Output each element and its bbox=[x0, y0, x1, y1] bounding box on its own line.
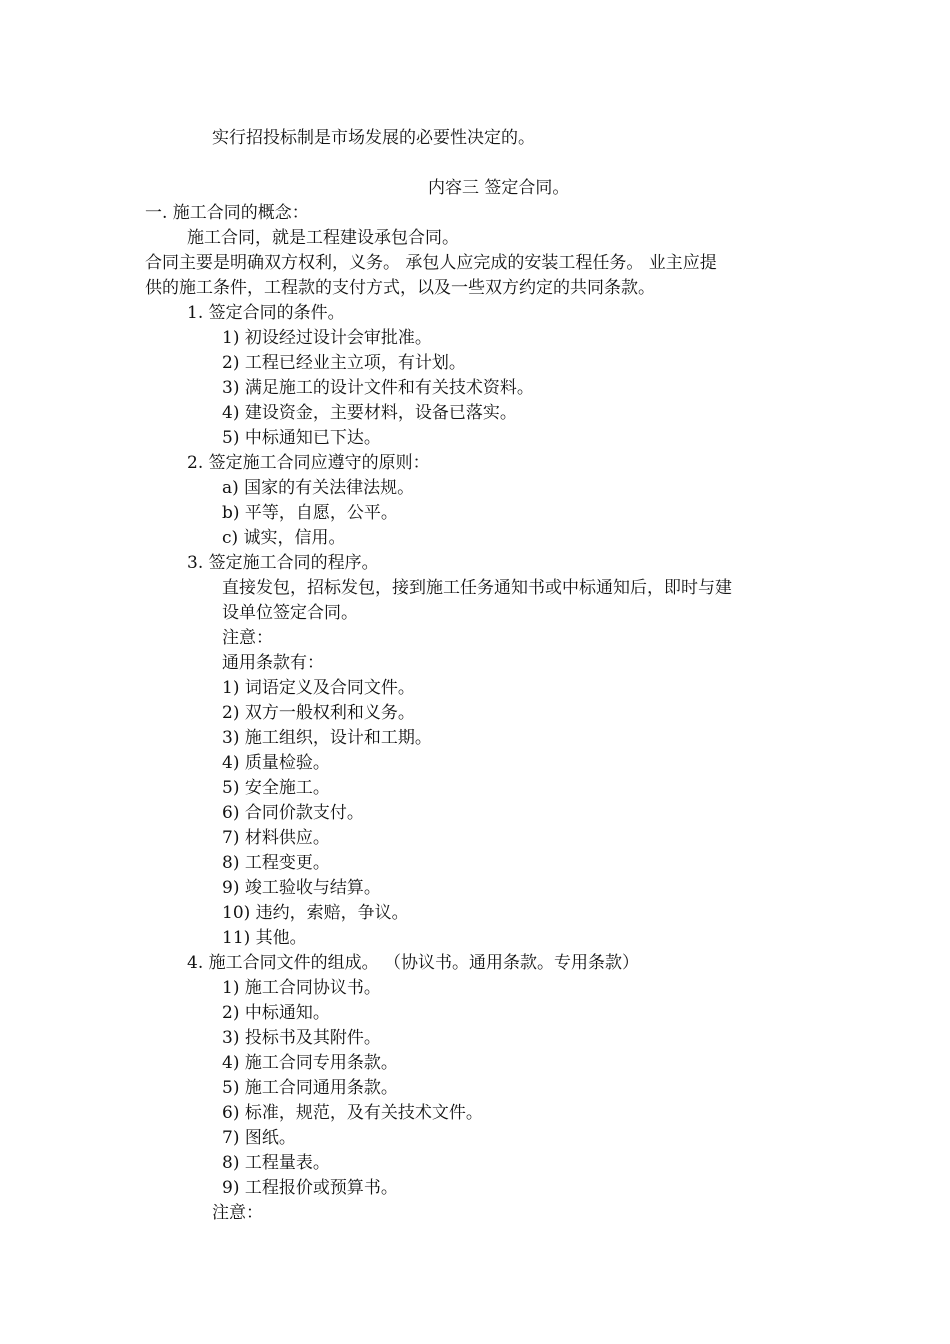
section-title: 内容三 签定合同。 bbox=[428, 178, 570, 198]
list-heading: 2. 签定施工合同应遵守的原则： bbox=[187, 453, 430, 473]
list-item: 7) 材料供应。 bbox=[222, 828, 330, 848]
text-line: 直接发包，招标发包，接到施工任务通知书或中标通知后，即时与建 bbox=[222, 578, 732, 598]
list-item: 9) 竣工验收与结算。 bbox=[222, 878, 381, 898]
text-line: 施工合同，就是工程建设承包合同。 bbox=[187, 228, 459, 248]
note-label: 注意： bbox=[222, 628, 273, 648]
list-item: b) 平等，自愿，公平。 bbox=[222, 503, 398, 523]
list-item: 7) 图纸。 bbox=[222, 1128, 296, 1148]
list-item: 8) 工程量表。 bbox=[222, 1153, 330, 1173]
list-item: 5) 安全施工。 bbox=[222, 778, 330, 798]
list-heading: 1. 签定合同的条件。 bbox=[187, 303, 345, 323]
list-item: 8) 工程变更。 bbox=[222, 853, 330, 873]
list-item: 1) 施工合同协议书。 bbox=[222, 978, 381, 998]
list-item: 6) 合同价款支付。 bbox=[222, 803, 364, 823]
list-item: c) 诚实，信用。 bbox=[222, 528, 346, 548]
heading-concept: 一. 施工合同的概念： bbox=[145, 203, 309, 223]
list-heading: 4. 施工合同文件的组成。 （协议书。通用条款。专用条款） bbox=[187, 953, 640, 973]
list-item: 1) 初设经过设计会审批准。 bbox=[222, 328, 432, 348]
list-item: 4) 质量检验。 bbox=[222, 753, 330, 773]
note-label: 注意： bbox=[212, 1203, 263, 1223]
list-item: 3) 投标书及其附件。 bbox=[222, 1028, 381, 1048]
list-item: 4) 建设资金，主要材料，设备已落实。 bbox=[222, 403, 517, 423]
list-item: 11) 其他。 bbox=[222, 928, 307, 948]
list-item: 10) 违约，索赔，争议。 bbox=[222, 903, 409, 923]
text-line: 合同主要是明确双方权利，义务。 承包人应完成的安装工程任务。 业主应提 bbox=[145, 253, 717, 273]
list-item: 6) 标准，规范，及有关技术文件。 bbox=[222, 1103, 483, 1123]
list-item: 2) 中标通知。 bbox=[222, 1003, 330, 1023]
list-item: 5) 中标通知已下达。 bbox=[222, 428, 381, 448]
list-item: a) 国家的有关法律法规。 bbox=[222, 478, 415, 498]
list-item: 3) 施工组织，设计和工期。 bbox=[222, 728, 432, 748]
list-item: 1) 词语定义及合同文件。 bbox=[222, 678, 415, 698]
list-item: 2) 双方一般权利和义务。 bbox=[222, 703, 415, 723]
list-heading: 3. 签定施工合同的程序。 bbox=[187, 553, 379, 573]
list-item: 2) 工程已经业主立项，有计划。 bbox=[222, 353, 466, 373]
text-line: 设单位签定合同。 bbox=[222, 603, 358, 623]
list-item: 4) 施工合同专用条款。 bbox=[222, 1053, 398, 1073]
list-item: 9) 工程报价或预算书。 bbox=[222, 1178, 398, 1198]
text-line: 供的施工条件，工程款的支付方式，以及一些双方约定的共同条款。 bbox=[145, 278, 655, 298]
list-item: 3) 满足施工的设计文件和有关技术资料。 bbox=[222, 378, 534, 398]
text-line: 通用条款有： bbox=[222, 653, 324, 673]
text-line-intro: 实行招投标制是市场发展的必要性决定的。 bbox=[212, 128, 535, 148]
list-item: 5) 施工合同通用条款。 bbox=[222, 1078, 398, 1098]
